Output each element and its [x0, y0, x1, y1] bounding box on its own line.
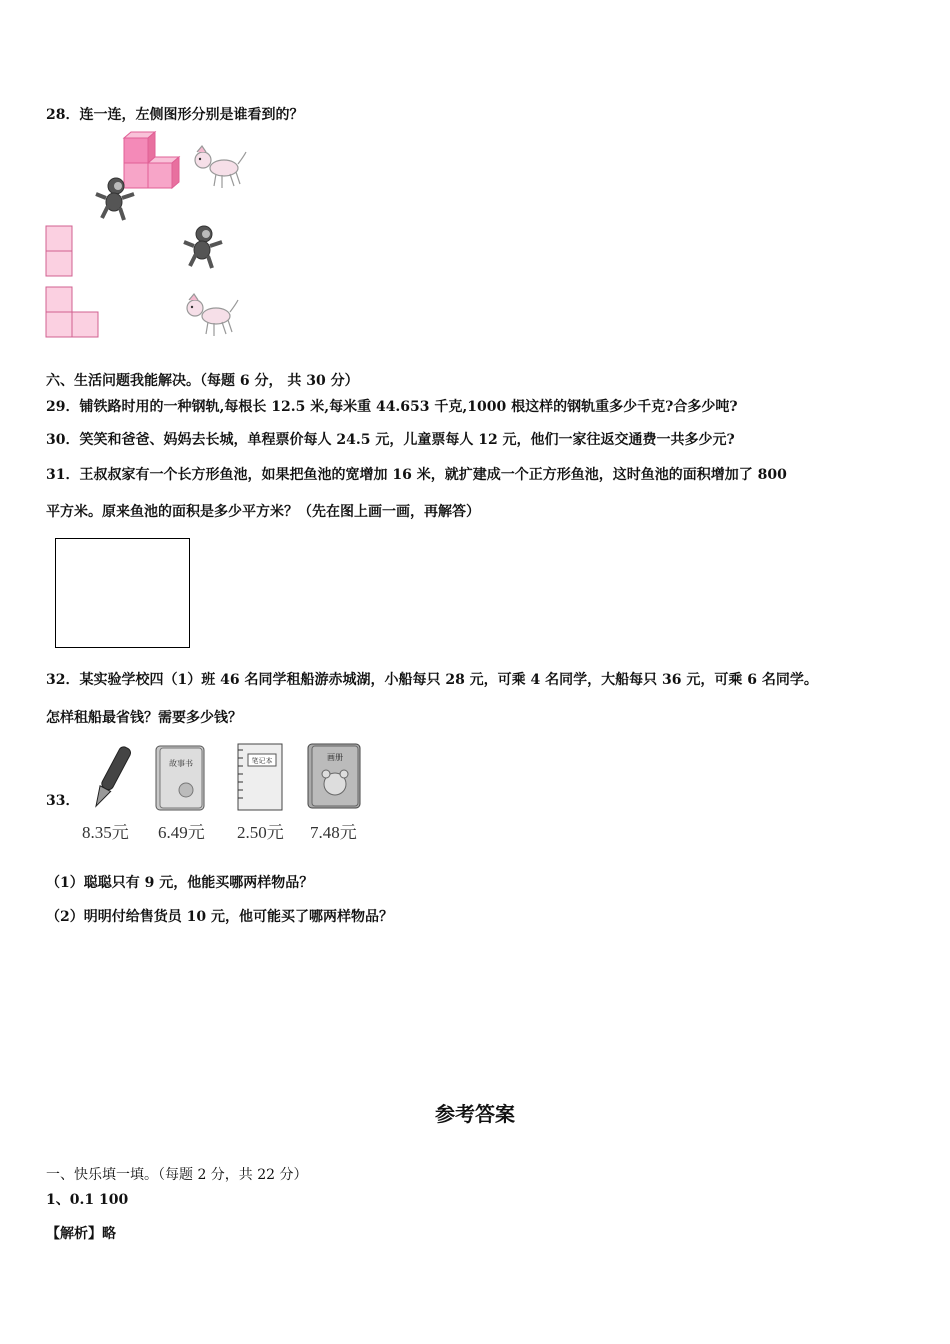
notebook-icon [234, 740, 286, 814]
picture-book-price: 7.48元 [310, 823, 357, 842]
monkey-figure-2 [182, 224, 228, 270]
answer-1-analysis: 【解析】略 [46, 1226, 116, 1242]
story-book-icon [152, 742, 210, 814]
view-shape-two-squares [45, 225, 75, 279]
pen-icon [88, 742, 134, 814]
monkey-figure [94, 176, 140, 222]
answers-section-1: 一、快乐填一填。（每题 2 分，共 22 分） [46, 1167, 308, 1183]
story-book-price: 6.49元 [158, 823, 205, 842]
story-book-label: 故事书 [169, 759, 193, 768]
answer-1: 1、0.1 100 [46, 1192, 129, 1208]
section-6-heading: 六、生活问题我能解决。（每题 6 分， 共 30 分） [46, 373, 359, 389]
dog-figure [190, 144, 248, 190]
notebook-label: 笔记本 [251, 757, 273, 765]
question-31-line-1: 31．王叔叔家有一个长方形鱼池，如果把鱼池的宽增加 16 米，就扩建成一个正方形鱼池，这时鱼池的面积增加了 800 [46, 467, 787, 483]
question-32-line-2: 怎样租船最省钱？需要多少钱？ [46, 710, 242, 726]
question-33-number: 33． [46, 793, 80, 809]
question-33-sub-1: （1）聪聪只有 9 元，他能买哪两样物品？ [46, 875, 314, 891]
pen-price: 8.35元 [82, 823, 129, 842]
answers-title: 参考答案 [435, 1102, 515, 1126]
notebook-price: 2.50元 [237, 823, 284, 842]
view-shape-l-shape [45, 286, 101, 340]
question-32-line-1: 32．某实验学校四（1）班 46 名同学租船游赤城湖，小船每只 28 元，可乘 4 名同学，大船每只 36 元，可乘 6 名同学。 [46, 672, 818, 688]
question-31-line-2: 平方米。原来鱼池的面积是多少平方米？（先在图上画一画，再解答） [46, 504, 480, 520]
question-29: 29．铺铁路时用的一种钢轨,每根长 12.5 米,每米重 44.653 千克,1000 根这样的钢轨重多少千克?合多少吨? [46, 399, 738, 415]
picture-book-icon [304, 740, 366, 814]
fish-pond-rectangle [55, 538, 190, 648]
question-28: 28．连一连，左侧图形分别是谁看到的？ [46, 107, 304, 123]
question-33-sub-2: （2）明明付给售货员 10 元，他可能买了哪两样物品？ [46, 909, 393, 925]
question-30: 30．笑笑和爸爸、妈妈去长城，单程票价每人 24.5 元，儿童票每人 12 元，他们一家往返交通费一共多少元? [46, 432, 735, 448]
dog-figure-2 [182, 292, 240, 338]
picture-book-label: 画册 [327, 753, 343, 762]
